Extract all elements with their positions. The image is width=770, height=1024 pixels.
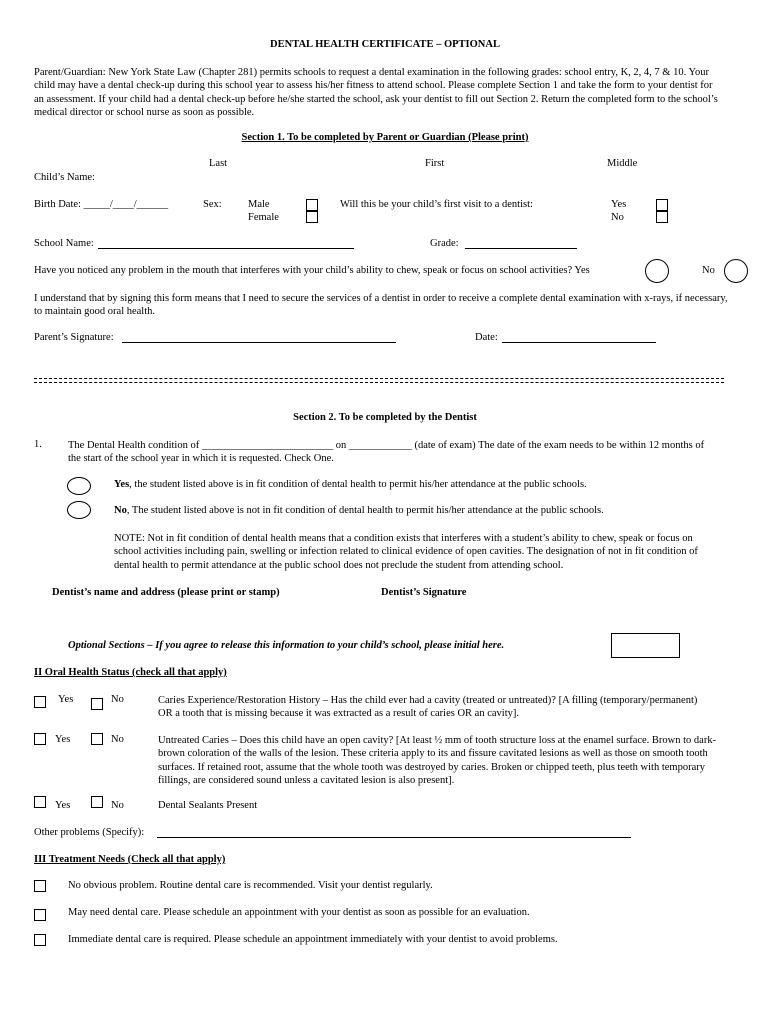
first-visit-question: Will this be your child’s first visit to a dentist: [340, 199, 533, 210]
first-visit-yes-checkbox[interactable] [656, 199, 668, 211]
male-checkbox[interactable] [306, 199, 318, 211]
treatment-routine-text: No obvious problem. Routine dental care is recommended. Visit your dentist regularly. [68, 880, 433, 891]
sealants-yes-checkbox[interactable] [34, 796, 46, 808]
last-name-column-label: Last [209, 158, 228, 169]
sealants-no-label: No [111, 800, 124, 811]
section-divider-top [34, 378, 724, 379]
male-label: Male [248, 199, 270, 210]
untreated-caries-no-label: No [111, 734, 124, 745]
fit-condition-yes-radio[interactable] [67, 477, 91, 495]
treatment-immediate-checkbox[interactable] [34, 934, 46, 946]
treatment-needs-heading: III Treatment Needs (Check all that apply) [34, 854, 226, 865]
note-text: NOTE: Not in fit condition of dental health means that a condition exists that interferes with a student’s ability to chew, speak or focus on school activities including pain, swelling or infection related to clinical evidence of open cavities. The designation of not in fit condition of dental health to permit attendance at the public school does not preclude the student from attending school. [114, 533, 698, 571]
dental-condition-text: The Dental Health condition of _________________________ on ____________ (date of exam) The date of the exam needs to be within 12 months of the start of the school year in which it is requested. Check One. [68, 440, 705, 465]
parent-signature-line[interactable] [122, 342, 396, 343]
first-visit-no-checkbox[interactable] [656, 211, 668, 223]
oral-health-heading: II Oral Health Status (check all that apply) [34, 667, 227, 678]
other-problems-label: Other problems (Specify): [34, 827, 145, 838]
school-name-input-line[interactable] [98, 248, 354, 249]
sex-label: Sex: [203, 199, 222, 210]
female-checkbox[interactable] [306, 211, 318, 223]
mouth-problem-yes-radio[interactable] [645, 259, 669, 283]
sealants-yes-label: Yes [55, 800, 71, 811]
treatment-may-need-text: May need dental care. Please schedule an appointment with your dentist as soon as possible for an evaluation. [68, 907, 530, 918]
no-bold-label: No [114, 505, 127, 516]
birth-date-field[interactable]: Birth Date: _____/____/______ [34, 199, 169, 210]
section1-heading: Section 1. To be completed by Parent or Guardian (Please print) [241, 132, 529, 143]
caries-history-text: Caries Experience/Restoration History – Has the child ever had a cavity (treated or untreated)? [A filling (temporary/permanent) OR a tooth that is missing because it was extracted as a result of caries OR an cavity]. [158, 695, 698, 720]
grade-label: Grade: [430, 238, 459, 249]
first-visit-yes-label: Yes [611, 199, 627, 210]
school-name-label: School Name: [34, 238, 94, 249]
fit-condition-yes-statement [114, 479, 587, 490]
optional-sections-text: Optional Sections – If you agree to release this information to your child’s school, please initial here. [68, 640, 505, 651]
treatment-routine-checkbox[interactable] [34, 880, 46, 892]
fit-condition-no-radio[interactable] [67, 501, 91, 519]
first-name-column-label: First [425, 158, 445, 169]
page-title: DENTAL HEALTH CERTIFICATE – OPTIONAL [270, 39, 500, 50]
untreated-caries-yes-label: Yes [55, 734, 71, 745]
yes-bold-label: Yes [114, 479, 130, 490]
caries-history-yes-label: Yes [58, 694, 74, 705]
caries-history-no-checkbox[interactable] [91, 698, 103, 710]
initials-box[interactable] [611, 633, 680, 658]
caries-history-yes-checkbox[interactable] [34, 696, 46, 708]
dentist-name-label: Dentist’s name and address (please print or stamp) [52, 587, 280, 598]
section-divider-bottom [34, 382, 724, 383]
item-number: 1. [34, 439, 42, 450]
treatment-immediate-text: Immediate dental care is required. Please schedule an appointment immediately with your dentist to avoid problems. [68, 934, 558, 945]
caries-history-no-label: No [111, 694, 124, 705]
treatment-may-need-checkbox[interactable] [34, 909, 46, 921]
sealants-no-checkbox[interactable] [91, 796, 103, 808]
mouth-problem-no-label: No [702, 265, 715, 276]
mouth-problem-question: Have you noticed any problem in the mouth that interferes with your child’s ability to chew, speak or focus on school activities? Yes [34, 265, 590, 276]
untreated-caries-yes-checkbox[interactable] [34, 733, 46, 745]
consent-text: I understand that by signing this form means that I need to secure the services of a dentist in order to receive a complete dental examination with x-rays, if necessary, to maintain good oral health. [34, 293, 728, 318]
date-label: Date: [475, 332, 498, 343]
middle-name-column-label: Middle [607, 158, 638, 169]
other-problems-input-line[interactable] [157, 837, 631, 838]
childs-name-label: Child’s Name: [34, 172, 95, 183]
section2-heading: Section 2. To be completed by the Dentist [293, 412, 477, 423]
untreated-caries-no-checkbox[interactable] [91, 733, 103, 745]
fit-condition-no-statement [114, 505, 604, 516]
untreated-caries-text: Untreated Caries – Does this child have an open cavity? [At least ½ mm of tooth structure loss at the enamel surface. Brown to dark-brown coloration of the walls of the lesion. These criteria apply to its and fissure cavitated lesions as well as those on smooth tooth surfaces. If retained root, assume that the whole tooth was destroyed by caries. Broken or chipped teeth, plus teeth with temporary fillings, are considered sound unless a cavitated lesion is also present]. [158, 735, 717, 787]
dentist-signature-label: Dentist’s Signature [381, 587, 467, 598]
yes-statement-text: , the student listed above is in fit condition of dental health to permit his/her attendance at the public schools. [129, 479, 587, 490]
intro-paragraph: Parent/Guardian: New York State Law (Chapter 281) permits schools to request a dental examination in the following grades: school entry, K, 2, 4, 7 & 10. Your child may have a dental check-up during this school year to assess his/her fitness to attend school. Please complete Section 1 and take the form to your dentist for an assessment. If your child had a dental check-up before he/she started the school, ask your dentist to fill out Section 2. Return the completed form to the school’s medical director or school nurse as soon as possible. [34, 67, 718, 119]
sealants-text: Dental Sealants Present [158, 800, 258, 811]
no-statement-text: , The student listed above is not in fit condition of dental health to permit his/her attendance at the public schools. [126, 505, 604, 516]
first-visit-no-label: No [611, 212, 624, 223]
grade-input-line[interactable] [465, 248, 577, 249]
mouth-problem-no-radio[interactable] [724, 259, 748, 283]
parent-signature-label: Parent’s Signature: [34, 332, 114, 343]
female-label: Female [248, 212, 279, 223]
date-input-line[interactable] [502, 342, 656, 343]
